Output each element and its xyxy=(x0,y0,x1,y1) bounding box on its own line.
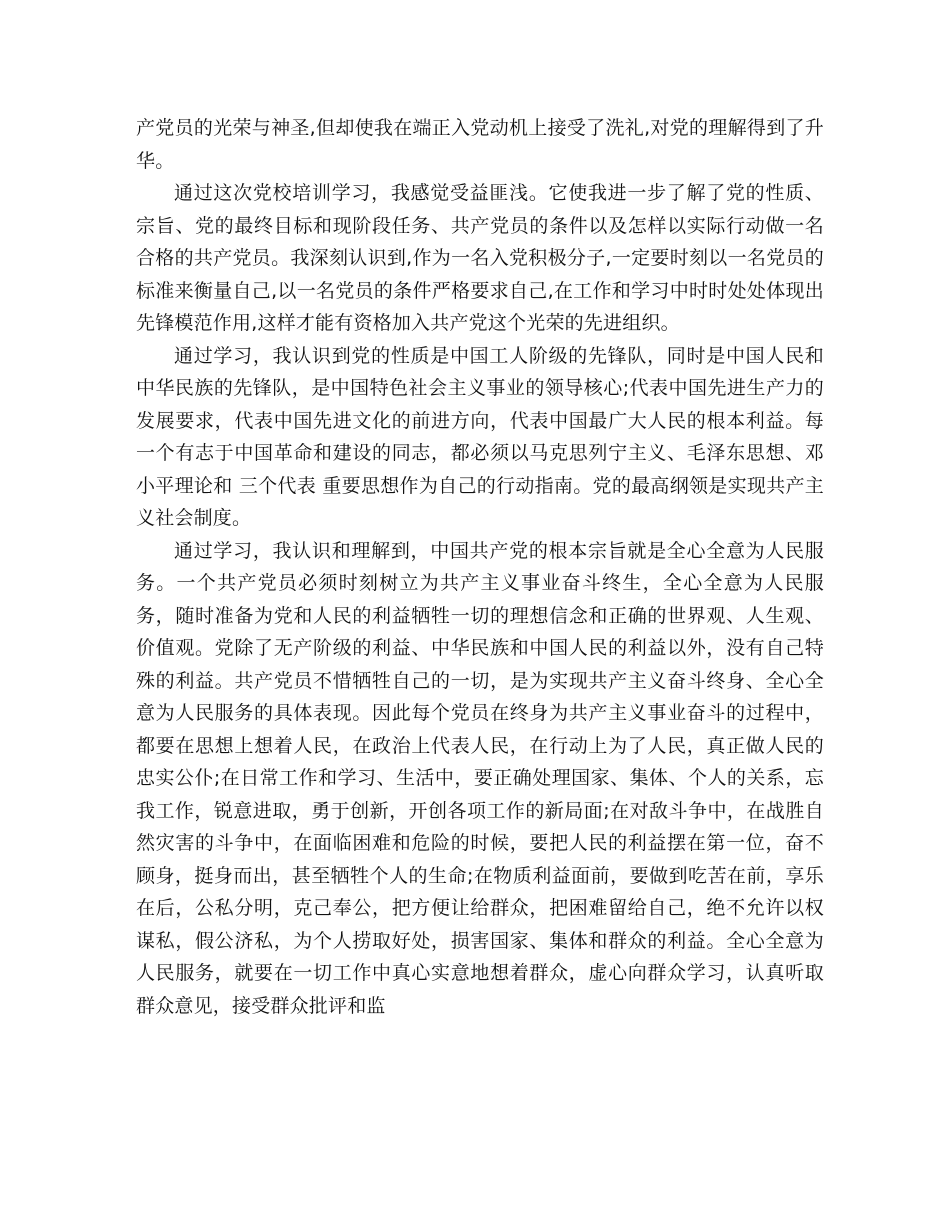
paragraph-party-purpose: 通过学习，我认识和理解到，中国共产党的根本宗旨就是全心全意为人民服务。一个共产党员必须时刻树立为共产主义事业奋斗终生，全心全意为人民服务，随时准备为党和人民的利益牺牲一切的理想信念和正确的世界观、人生观、价值观。党除了无产阶级的利益、中华民族和中国人民的利益以外，没有自己特殊的利益。共产党员不惜牺牲自己的一切，是为实现共产主义奋斗终身、全心全意为人民服务的具体表现。因此每个党员在终身为共产主义事业奋斗的过程中，都要在思想上想着人民，在政治上代表人民，在行动上为了人民，真正做人民的忠实公仆;在日常工作和学习、生活中，要正确处理国家、集体、个人的关系，忘我工作，锐意进取，勇于创新，开创各项工作的新局面;在对敌斗争中，在战胜自然灾害的斗争中，在面临困难和危险的时候，要把人民的利益摆在第一位，奋不顾身，挺身而出，甚至牺牲个人的生命;在物质利益面前，要做到吃苦在前，享乐在后，公私分明，克己奉公，把方便让给群众，把困难留给自己，绝不允许以权谋私，假公济私，为个人捞取好处，损害国家、集体和群众的利益。全心全意为人民服务，就要在一切工作中真心实意地想着群众，虚心向群众学习，认真听取群众意见，接受群众批评和监 xyxy=(136,539,824,1017)
paragraph-continuation: 产党员的光荣与神圣,但却使我在端正入党动机上接受了洗礼,对党的理解得到了升华。 xyxy=(136,117,824,172)
paragraph-party-nature: 通过学习，我认识到党的性质是中国工人阶级的先锋队，同时是中国人民和中华民族的先锋队，是中国特色社会主义事业的领导核心;代表中国先进生产力的发展要求，代表中国先进文化的前进方向，代表中国最广大人民的根本利益。每一个有志于中国革命和建设的同志，都必须以马克思列宁主义、毛泽东思想、邓小平理论和 三个代表 重要思想作为自己的行动指南。党的最高纲领是实现共产主义社会制度。 xyxy=(136,344,824,529)
paragraph-party-school-training: 通过这次党校培训学习，我感觉受益匪浅。它使我进一步了解了党的性质、宗旨、党的最终目标和现阶段任务、共产党员的条件以及怎样以实际行动做一名合格的共产党员。我深刻认识到,作为一名入党积极分子,一定要时刻以一名党员的标准来衡量自己,以一名党员的条件严格要求自己,在工作和学习中时时处处体现出先锋模范作用,这样才能有资格加入共产党这个光荣的先进组织。 xyxy=(136,182,824,334)
document-body xyxy=(136,112,824,1022)
